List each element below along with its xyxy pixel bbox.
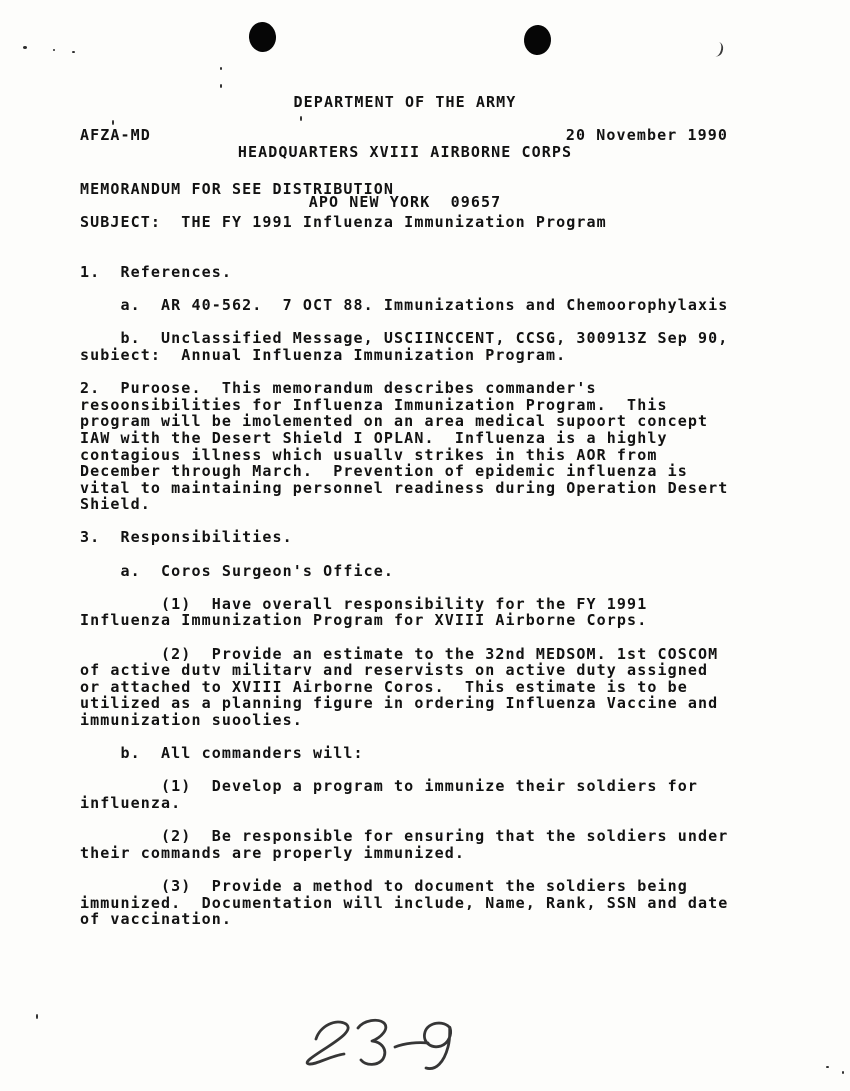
memo-line: b. All commanders will: xyxy=(80,744,364,763)
office-symbol: AFZA-MD xyxy=(80,126,151,144)
memo-line xyxy=(80,314,780,331)
office-date-row xyxy=(80,127,728,144)
scan-speck xyxy=(23,46,27,49)
memo-line: (2) Be responsible for ensuring that the soldiers under xyxy=(80,827,729,846)
scan-speck xyxy=(53,49,55,51)
memo-line: influenza. xyxy=(80,793,182,812)
scan-speck xyxy=(36,1014,38,1019)
memo-line: subiect: Annual Influenza Immunization Program. xyxy=(80,345,567,364)
memo-body xyxy=(80,181,780,928)
memo-line xyxy=(80,513,780,530)
scan-speck xyxy=(72,51,75,53)
memo-line: IAW with the Desert Shield I OPLAN. Influenza is a highly xyxy=(80,428,668,447)
punch-hole-left xyxy=(248,21,278,54)
letterhead-address: APO NEW YORK 09657 xyxy=(308,192,502,211)
memo-line xyxy=(80,579,780,596)
punch-hole-right xyxy=(523,24,552,56)
memo-line: their commands are properly immunized. xyxy=(80,843,465,862)
memo-line: (1) Develop a program to immunize their soldiers for xyxy=(80,777,698,796)
memo-line: of active dutv militarv and reservists on active duty assigned xyxy=(80,661,709,680)
handwritten-dash xyxy=(395,1043,428,1047)
memo-line: (1) Have overall responsibility for the FY 1991 xyxy=(80,594,648,613)
memo-line: (2) Provide an estimate to the 32nd MEDSOM. 1st COSCOM xyxy=(80,644,719,663)
letterhead-headquarters: HEADQUARTERS XVIII AIRBORNE CORPS xyxy=(237,142,573,161)
memo-line: a. Coros Surgeon's Office. xyxy=(80,561,395,580)
memo-date: 20 November 1990 xyxy=(565,126,728,144)
memo-line xyxy=(80,812,780,829)
memo-line: contagious illness which usuallv strikes in this AOR from xyxy=(80,445,658,464)
memo-line xyxy=(80,364,780,381)
memo-line: (3) Provide a method to document the soldiers being xyxy=(80,876,688,895)
memo-line: MEMORANDUM FOR SEE DISTRIBUTION xyxy=(80,180,395,198)
memo-line: immunization suoolies. xyxy=(80,711,303,729)
handwritten-note xyxy=(300,1013,470,1079)
memo-line: of vaccination. xyxy=(80,910,232,929)
memo-line: Influenza Immunization Program for XVIII Airborne Corps. xyxy=(80,611,648,630)
memo-line: a. AR 40-562. 7 OCT 88. Immunizations and Chemoorophylaxis xyxy=(80,296,729,315)
memo-line: 1. References. xyxy=(80,262,232,281)
memo-line xyxy=(80,546,780,563)
memo-line: December through March. Prevention of epidemic influenza is xyxy=(80,462,688,481)
memo-line xyxy=(80,247,780,264)
memo-line: SUBJECT: THE FY 1991 Influenza Immunization Program xyxy=(80,213,607,232)
memo-line xyxy=(80,629,780,646)
handwritten-digit-2 xyxy=(307,1022,348,1064)
memo-line: 3. Responsibilities. xyxy=(80,528,293,547)
memo-line: utilized as a planning figure in ordering Influenza Vaccine and xyxy=(80,694,719,713)
memo-line: 2. Puroose. This memorandum describes commander's xyxy=(80,379,597,398)
memo-line: or attached to XVIII Airborne Coros. This estimate is to be xyxy=(80,677,688,696)
memo-line xyxy=(80,729,780,746)
handwritten-digit-3 xyxy=(358,1020,386,1064)
memo-line: immunized. Documentation will include, Name, Rank, SSN and date xyxy=(80,893,729,912)
memo-line xyxy=(80,198,780,215)
handwritten-digit-9 xyxy=(424,1023,450,1069)
memo-line: program will be imolemented on an area medical supoort concept xyxy=(80,412,709,431)
scan-speck xyxy=(842,1071,844,1074)
memo-line xyxy=(80,762,780,779)
memo-line: vital to maintaining personnel readiness during Operation Desert xyxy=(80,478,729,497)
memo-line: Shield. xyxy=(80,495,151,514)
scan-speck xyxy=(826,1066,829,1068)
memo-line: resoonsibilities for Influenza Immunization Program. This xyxy=(80,395,668,414)
memo-line xyxy=(80,231,780,248)
scan-artifact-paren xyxy=(712,41,724,58)
memo-line xyxy=(80,861,780,878)
letterhead-department: DEPARTMENT OF THE ARMY xyxy=(293,93,517,112)
memo-line: b. Unclassified Message, USCIINCCENT, CCSG, 300913Z Sep 90, xyxy=(80,329,729,348)
memo-line xyxy=(80,281,780,298)
